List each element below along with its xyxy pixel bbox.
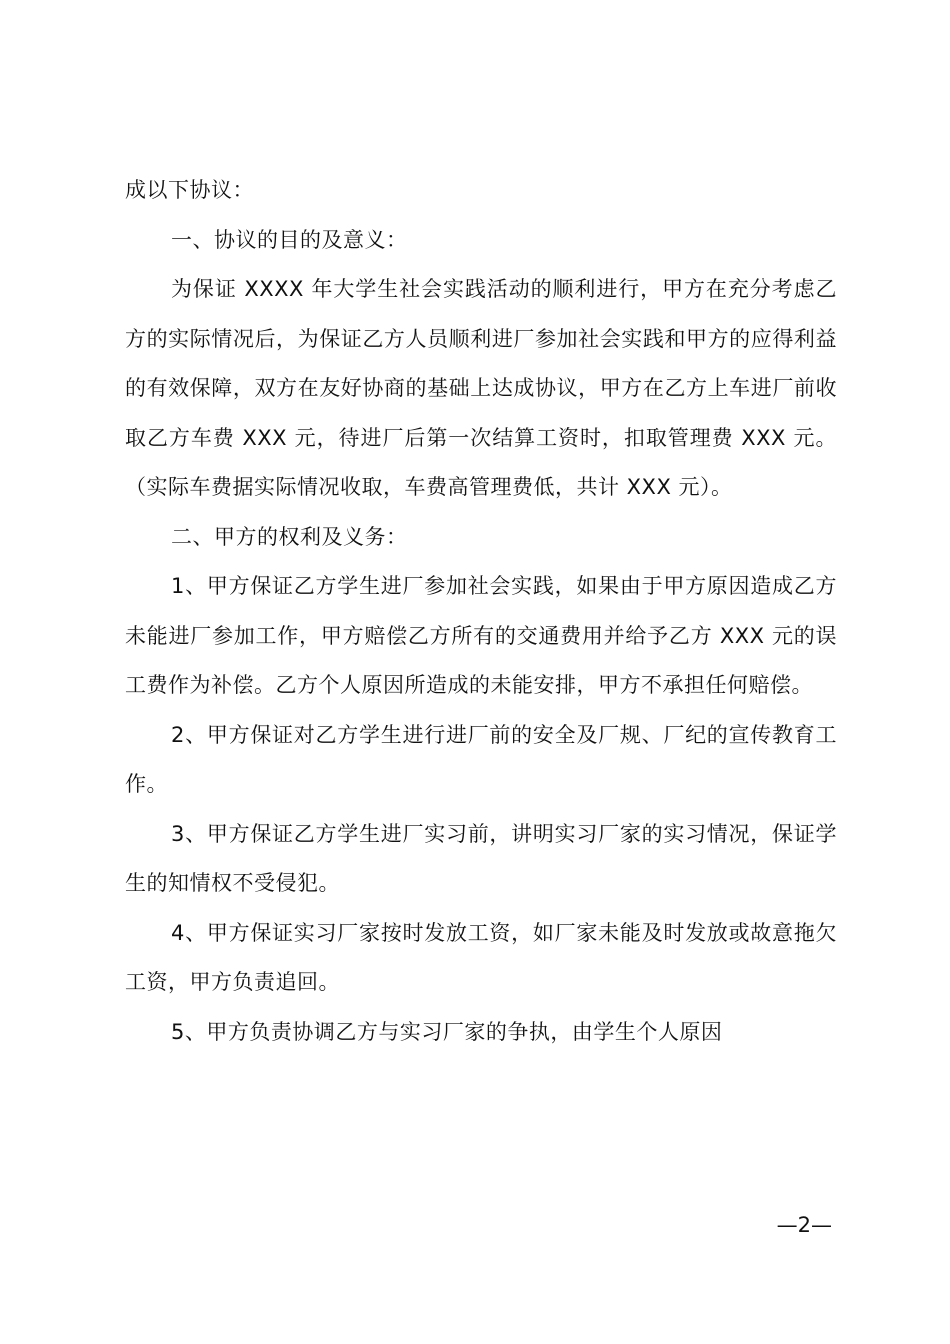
clause-3: 3、甲方保证乙方学生进厂实习前，讲明实习厂家的实习情况，保证学生的知情权不受侵犯。 [125, 821, 837, 895]
clause-1: 1、甲方保证乙方学生进厂参加社会实践，如果由于甲方原因造成乙方未能进厂参加工作，甲方赔偿乙方所有的交通费用并给予乙方 XXX 元的误工费作为补偿。乙方个人原因所造成的未能安排，甲方不承担任何赔偿。 [125, 574, 837, 697]
document-body [125, 166, 837, 1057]
clause-5: 5、甲方负责协调乙方与实习厂家的争执，由学生个人原因 [171, 1019, 723, 1044]
section-heading-purpose: 一、协议的目的及意义： [171, 227, 408, 252]
paragraph-continuation: 成以下协议： [125, 178, 254, 202]
section-heading-rights: 二、甲方的权利及义务： [171, 524, 408, 549]
paragraph-purpose: 为保证 XXXX 年大学生社会实践活动的顺利进行，甲方在充分考虑乙方的实际情况后，为保证乙方人员顺利进厂参加社会实践和甲方的应得利益的有效保障，双方在友好协商的基础上达成协议，甲方在乙方上车进厂前收取乙方车费 XXX 元，待进厂后第一次结算工资时，扣取管理费 XXX 元。（实际车费据实际情况收取，车费高管理费低，共计 XXX 元）。 [125, 277, 837, 499]
page-number: —2— [776, 1213, 832, 1237]
clause-2: 2、甲方保证对乙方学生进行进厂前的安全及厂规、厂纪的宣传教育工作。 [125, 722, 837, 796]
clause-4: 4、甲方保证实习厂家按时发放工资，如厂家未能及时发放或故意拖欠工资，甲方负责追回。 [125, 920, 837, 994]
